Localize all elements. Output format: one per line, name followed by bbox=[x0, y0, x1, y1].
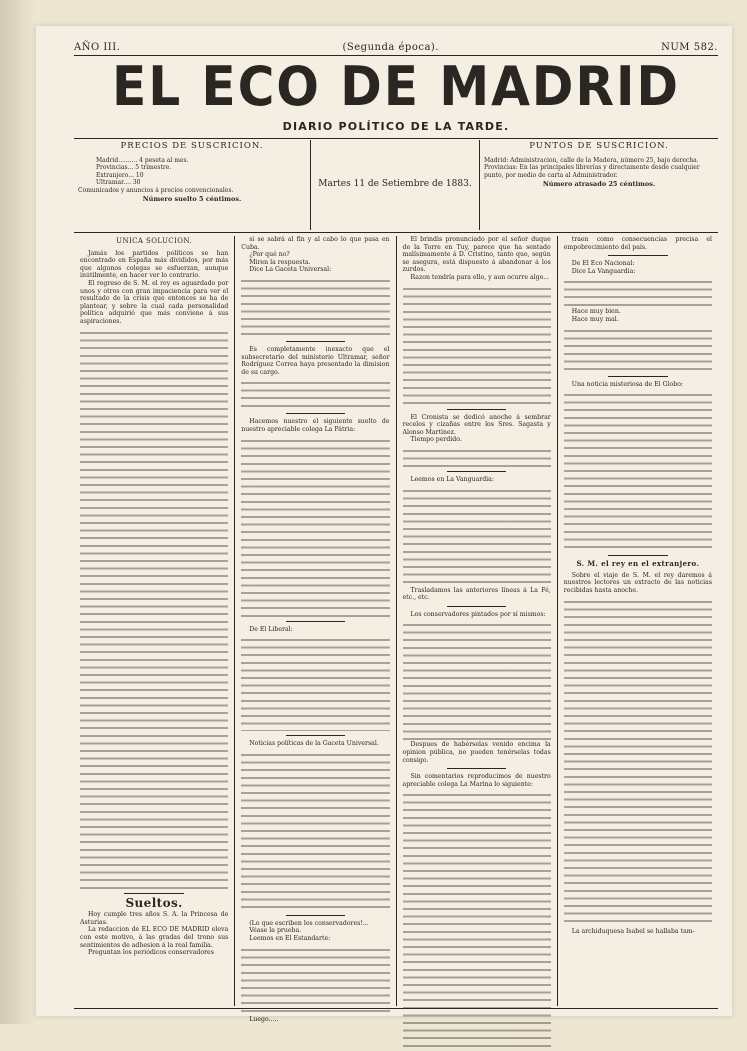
body-text-block bbox=[403, 487, 551, 587]
points-block bbox=[480, 140, 718, 230]
masthead-subtitle: DIARIO POLÍTICO DE LA TARDE. bbox=[282, 120, 510, 133]
column-1 bbox=[74, 236, 235, 1006]
madrid-address: Madrid: Administracion, calle de la Madera, número 25, bajo derecha. bbox=[484, 156, 699, 164]
section-heading: S. M. el rey en el extranjero. bbox=[576, 559, 700, 569]
paragraph: Una noticia misteriosa de El Globo: bbox=[571, 380, 684, 388]
newspaper-page bbox=[36, 26, 732, 1023]
body-text-block bbox=[564, 327, 712, 372]
body-text-block bbox=[564, 391, 712, 551]
separator bbox=[124, 893, 183, 894]
masthead-title: EL ECO DE MADRID bbox=[112, 55, 680, 118]
single-copy-price: Número suelto 5 céntimos. bbox=[142, 195, 242, 203]
separator bbox=[447, 409, 506, 410]
price-row: Madrid.......... 4 peseta al mes. bbox=[96, 156, 189, 164]
price-row: Extranjero... 10 bbox=[96, 171, 144, 179]
paragraph: (Lo que escriben los conservadores!... bbox=[249, 919, 369, 927]
section-heading: Sueltos. bbox=[125, 895, 183, 910]
separator bbox=[608, 255, 667, 256]
body-text-block bbox=[403, 285, 551, 405]
paragraph: Véase la prueba. bbox=[249, 927, 302, 935]
paragraph: Jamás los partidos políticos se han encontrado en España más divididos, por más que algunos colegas se esfuerzan, aunque inútilmente, en hacer ver lo contrario. bbox=[80, 249, 229, 280]
price-row: Provincias... 5 trimestre. bbox=[96, 164, 172, 171]
separator bbox=[286, 341, 345, 342]
price-list bbox=[96, 157, 306, 187]
bottom-rule bbox=[74, 1008, 718, 1009]
body-text-block bbox=[241, 437, 389, 617]
article-heading: UNICA SOLUCION. bbox=[116, 237, 193, 245]
paragraph: ¿Por qué no? bbox=[249, 251, 290, 259]
paragraph: Es completamente inexacto que el subsecretario del ministerio Ultramar, señor Rodríguez Correa haya presentado la dimision de su cargo. bbox=[241, 345, 390, 376]
paragraph: Noticias políticas de la Gaceta Universal. bbox=[249, 740, 379, 748]
paragraph: La redaccion de EL ECO DE MADRID eleva con este motivo, á las gradas del trono sus sentimientos de adhesion á la real familia. bbox=[80, 926, 229, 949]
separator bbox=[608, 376, 667, 377]
date-block bbox=[310, 140, 480, 230]
body-text-block bbox=[564, 278, 712, 308]
paragraph: El regreso de S. M. el rey es aguardado por unos y otros con gran impaciencia para ver el resultado de la crisis que entonces se ha de plantear, y sobre la cual cada personalidad política adquirió que más conviene á sus aspiraciones. bbox=[80, 279, 229, 325]
paragraph: traen como consecuencias precisa el empobrecimiento del país. bbox=[563, 236, 712, 251]
body-text-block bbox=[241, 946, 389, 1016]
separator bbox=[447, 768, 506, 769]
paragraph: La archiduquesa Isabel se hallaba tam- bbox=[571, 927, 695, 935]
paragraph: Despues de habérselas venido encima la opinion pública, no pueden tenérselas todas consigo. bbox=[402, 741, 551, 764]
folio-line bbox=[74, 40, 718, 54]
paragraph: si se sabrá al fin y al cabo lo que pasa en Cuba. bbox=[241, 236, 390, 251]
price-row: Ultramar.... 30 bbox=[96, 179, 141, 186]
paragraph: De El Eco Nacional: bbox=[571, 260, 635, 268]
paragraph: Trasladamos las anteriores líneas á La Fé, etc., etc. bbox=[402, 586, 551, 602]
body-text-block bbox=[564, 598, 712, 928]
article-columns bbox=[74, 236, 718, 1023]
separator bbox=[608, 555, 667, 556]
paragraph: Hace muy bien. bbox=[571, 308, 621, 316]
paragraph: Dice La Vanguardia: bbox=[571, 267, 636, 275]
issue-number: NUM 582. bbox=[661, 41, 718, 53]
body-text-block bbox=[403, 621, 551, 741]
issue-year: AÑO III. bbox=[74, 41, 121, 53]
paragraph: Hoy cumple tres años S. A. la Princesa de Asturias. bbox=[80, 911, 229, 926]
masthead-rule bbox=[74, 138, 718, 139]
separator bbox=[286, 735, 345, 736]
paragraph: Leemos en El Estandarte: bbox=[249, 934, 331, 942]
band-rule bbox=[74, 232, 718, 233]
paragraph: El brindis pronunciado por el señor duque de la Torre en Tuy, parece que ha sentado malísimamente á D. Cristino, tanto que, según se asegura, está dispuesto á abandonar á los zurdos. bbox=[402, 236, 551, 274]
separator bbox=[286, 413, 345, 414]
separator bbox=[286, 621, 345, 622]
prices-block bbox=[74, 140, 310, 230]
paragraph: Luego..... bbox=[249, 1015, 279, 1023]
epoch-label: (Segunda época). bbox=[342, 41, 439, 53]
paragraph: Preguntan los periódicos conservadores bbox=[88, 949, 214, 957]
column-4 bbox=[558, 236, 718, 1006]
paragraph: Miren la respuesta. bbox=[249, 258, 311, 266]
ads-note: Comunicados y anuncios á precios convencionales. bbox=[78, 186, 234, 194]
separator bbox=[447, 471, 506, 472]
paragraph: El Cronista se dedicó anoche á sembrar recelos y cizañas entre los Sres. Sagasta y Alonso Martinez. bbox=[402, 413, 551, 436]
paragraph: Dice La Gaceta Universal: bbox=[249, 266, 332, 274]
column-3 bbox=[397, 236, 558, 1006]
paragraph: De El Liberal: bbox=[249, 625, 293, 633]
paragraph: Sin comentarios reproducimos de nuestro apreciable colega La Marina lo siguiente: bbox=[402, 773, 551, 788]
body-text-block bbox=[403, 447, 551, 467]
prices-heading: PRECIOS DE SUSCRICION. bbox=[120, 141, 264, 151]
body-text-block bbox=[80, 329, 228, 889]
paragraph: Tiempo perdido. bbox=[410, 436, 462, 444]
paragraph: Leemos en La Vanguardia: bbox=[410, 475, 494, 483]
body-text-block bbox=[241, 379, 389, 409]
separator bbox=[447, 606, 506, 607]
paragraph: Los conservadores pintados por sí mismos: bbox=[410, 610, 546, 618]
body-text-block bbox=[241, 636, 389, 731]
paragraph: Sobre el viaje de S. M. el rey daremos á nuestros lectores un extracto de las noticias recibidas hasta anoche. bbox=[563, 571, 712, 594]
body-text-block bbox=[241, 751, 389, 911]
body-text-block bbox=[241, 277, 389, 337]
points-heading: PUNTOS DE SUSCRICION. bbox=[529, 141, 669, 151]
paragraph: Hacemos nuestro el siguiente suelto de nuestro apreciable colega La Pátria: bbox=[241, 418, 390, 433]
paragraph: Hace muy mal. bbox=[571, 315, 619, 323]
body-text-block bbox=[403, 791, 551, 1051]
provinces-note: Provincias: En las principales librerías y directamente desde cualquier punto, por medio de carta al Administrador. bbox=[484, 164, 700, 179]
paragraph: Razon tendría para ello, y aun ocurre algo... bbox=[410, 273, 550, 281]
issue-date: Martes 11 de Setiembre de 1883. bbox=[318, 179, 472, 190]
column-2 bbox=[235, 236, 396, 1023]
subscription-band bbox=[74, 140, 718, 230]
scan-edge bbox=[0, 0, 36, 1024]
separator bbox=[286, 915, 345, 916]
back-issue-price: Número atrasado 25 céntimos. bbox=[542, 180, 656, 188]
